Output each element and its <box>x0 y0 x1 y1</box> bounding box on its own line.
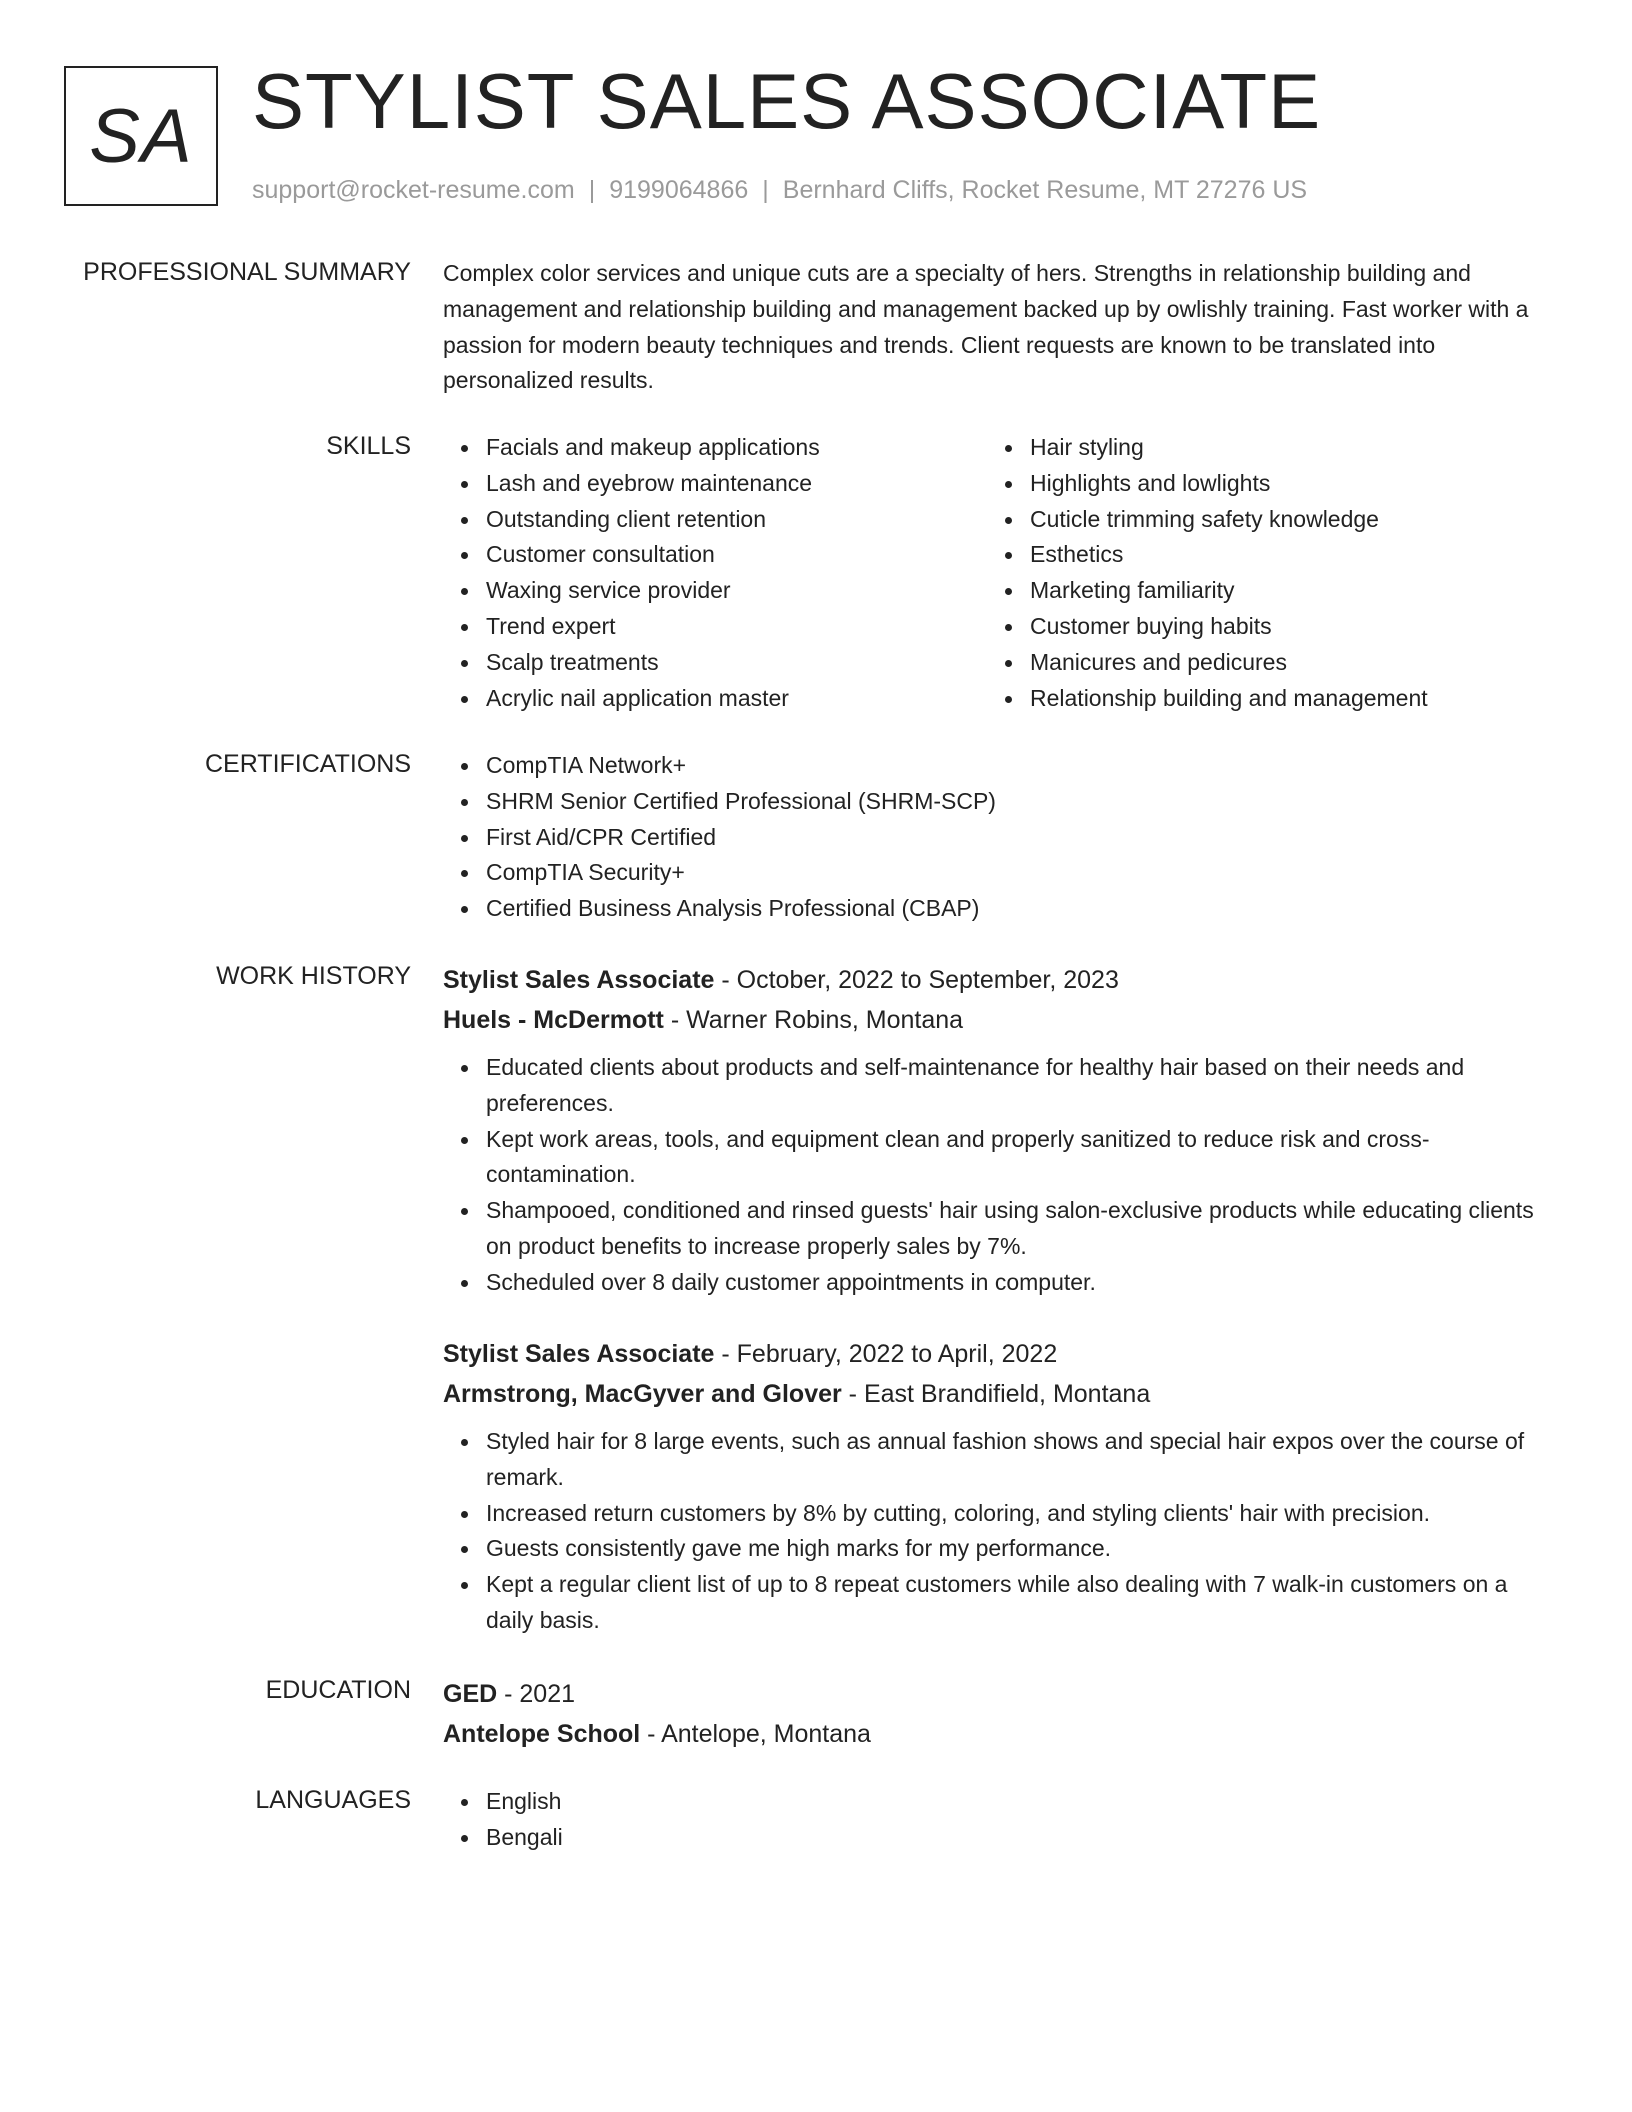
job-company: Armstrong, MacGyver and Glover <box>443 1380 842 1408</box>
contact-line <box>252 174 1307 206</box>
list-item: Relationship building and management <box>1030 681 1590 717</box>
education-degree: GED <box>443 1680 498 1708</box>
list-item: CompTIA Security+ <box>486 855 1553 891</box>
certifications-list <box>443 748 1553 927</box>
list-item: Customer buying habits <box>1030 609 1590 645</box>
skills-list-left <box>443 430 987 716</box>
job-location: - East Brandifield, Montana <box>841 1380 1151 1408</box>
section-label: WORK HISTORY <box>216 962 411 990</box>
job-company-line <box>443 1374 1553 1414</box>
job-location: - Warner Robins, Montana <box>663 1006 964 1034</box>
list-item: Outstanding client retention <box>486 502 987 538</box>
education-degree-line <box>443 1674 1553 1714</box>
education-school: Antelope School <box>443 1720 641 1748</box>
education-school-line <box>443 1714 1553 1754</box>
list-item: CompTIA Network+ <box>486 748 1553 784</box>
job-entry <box>443 1334 1553 1639</box>
list-item: Cuticle trimming safety knowledge <box>1030 502 1590 538</box>
job-title-line <box>443 960 1553 1000</box>
list-item: Hair styling <box>1030 430 1590 466</box>
list-item: Acrylic nail application master <box>486 681 987 717</box>
contact-separator: | <box>588 176 596 204</box>
list-item: Facials and makeup applications <box>486 430 987 466</box>
job-title-line <box>443 1334 1553 1374</box>
job-dates: - October, 2022 to September, 2023 <box>714 966 1119 994</box>
languages-list <box>443 1784 1553 1856</box>
section-label: SKILLS <box>326 432 411 460</box>
summary-text: Complex color services and unique cuts are a specialty of hers. Strengths in relationship building and management and relationship building and management backed up by owlishly training. Fast worker with a passion for modern beauty techniques and trends. Client requests are known to be translated into personalized results. <box>443 260 1529 394</box>
list-item: Manicures and pedicures <box>1030 645 1590 681</box>
section-label: CERTIFICATIONS <box>204 750 411 778</box>
job-title: Stylist Sales Associate <box>443 1340 715 1368</box>
contact-address: Bernhard Cliffs, Rocket Resume, MT 27276 US <box>782 176 1308 204</box>
education-year: - 2021 <box>497 1680 576 1708</box>
job-title: Stylist Sales Associate <box>443 966 715 994</box>
list-item: Scalp treatments <box>486 645 987 681</box>
contact-phone[interactable]: 9199064866 <box>609 176 749 204</box>
list-item: Trend expert <box>486 609 987 645</box>
list-item: Marketing familiarity <box>1030 573 1590 609</box>
list-item: Bengali <box>486 1820 1553 1856</box>
job-dates: - February, 2022 to April, 2022 <box>714 1340 1058 1368</box>
list-item: First Aid/CPR Certified <box>486 820 1553 856</box>
job-company: Huels - McDermott <box>443 1006 664 1034</box>
job-entry <box>443 960 1553 1301</box>
monogram-logo: SA <box>64 66 218 206</box>
list-item: Scheduled over 8 daily customer appointments in computer. <box>486 1265 1553 1301</box>
contact-separator: | <box>762 176 769 204</box>
skills-columns <box>443 430 1553 716</box>
job-bullets <box>443 1424 1553 1639</box>
job-bullets <box>443 1050 1553 1301</box>
list-item: Styled hair for 8 large events, such as annual fashion shows and special hair expos over the course of remark. <box>486 1424 1553 1496</box>
list-item: Esthetics <box>1030 537 1590 573</box>
section-label: PROFESSIONAL SUMMARY <box>83 258 411 286</box>
list-item: Highlights and lowlights <box>1030 466 1590 502</box>
list-item: Lash and eyebrow maintenance <box>486 466 987 502</box>
list-item: Guests consistently gave me high marks for my performance. <box>486 1531 1553 1567</box>
education-location: - Antelope, Montana <box>640 1720 871 1748</box>
list-item: Waxing service provider <box>486 573 987 609</box>
section-label: LANGUAGES <box>255 1786 411 1814</box>
contact-email[interactable]: support@rocket-resume.com <box>252 176 575 204</box>
skills-list-right <box>987 430 1590 716</box>
list-item: Kept a regular client list of up to 8 repeat customers while also dealing with 7 walk-in customers on a daily basis. <box>486 1567 1553 1639</box>
section-label: EDUCATION <box>265 1676 411 1704</box>
list-item: Educated clients about products and self-maintenance for healthy hair based on their needs and preferences. <box>486 1050 1553 1122</box>
list-item: Kept work areas, tools, and equipment clean and properly sanitized to reduce risk and cross-contamination. <box>486 1122 1553 1194</box>
list-item: English <box>486 1784 1553 1820</box>
list-item: Increased return customers by 8% by cutting, coloring, and styling clients' hair with precision. <box>486 1496 1553 1532</box>
page-title: STYLIST SALES ASSOCIATE <box>252 57 1322 145</box>
list-item: Certified Business Analysis Professional (CBAP) <box>486 891 1553 927</box>
list-item: Customer consultation <box>486 537 987 573</box>
list-item: Shampooed, conditioned and rinsed guests' hair using salon-exclusive products while educating clients on product benefits to increase properly sales by 7%. <box>486 1193 1553 1265</box>
job-company-line <box>443 1000 1553 1040</box>
list-item: SHRM Senior Certified Professional (SHRM-SCP) <box>486 784 1553 820</box>
